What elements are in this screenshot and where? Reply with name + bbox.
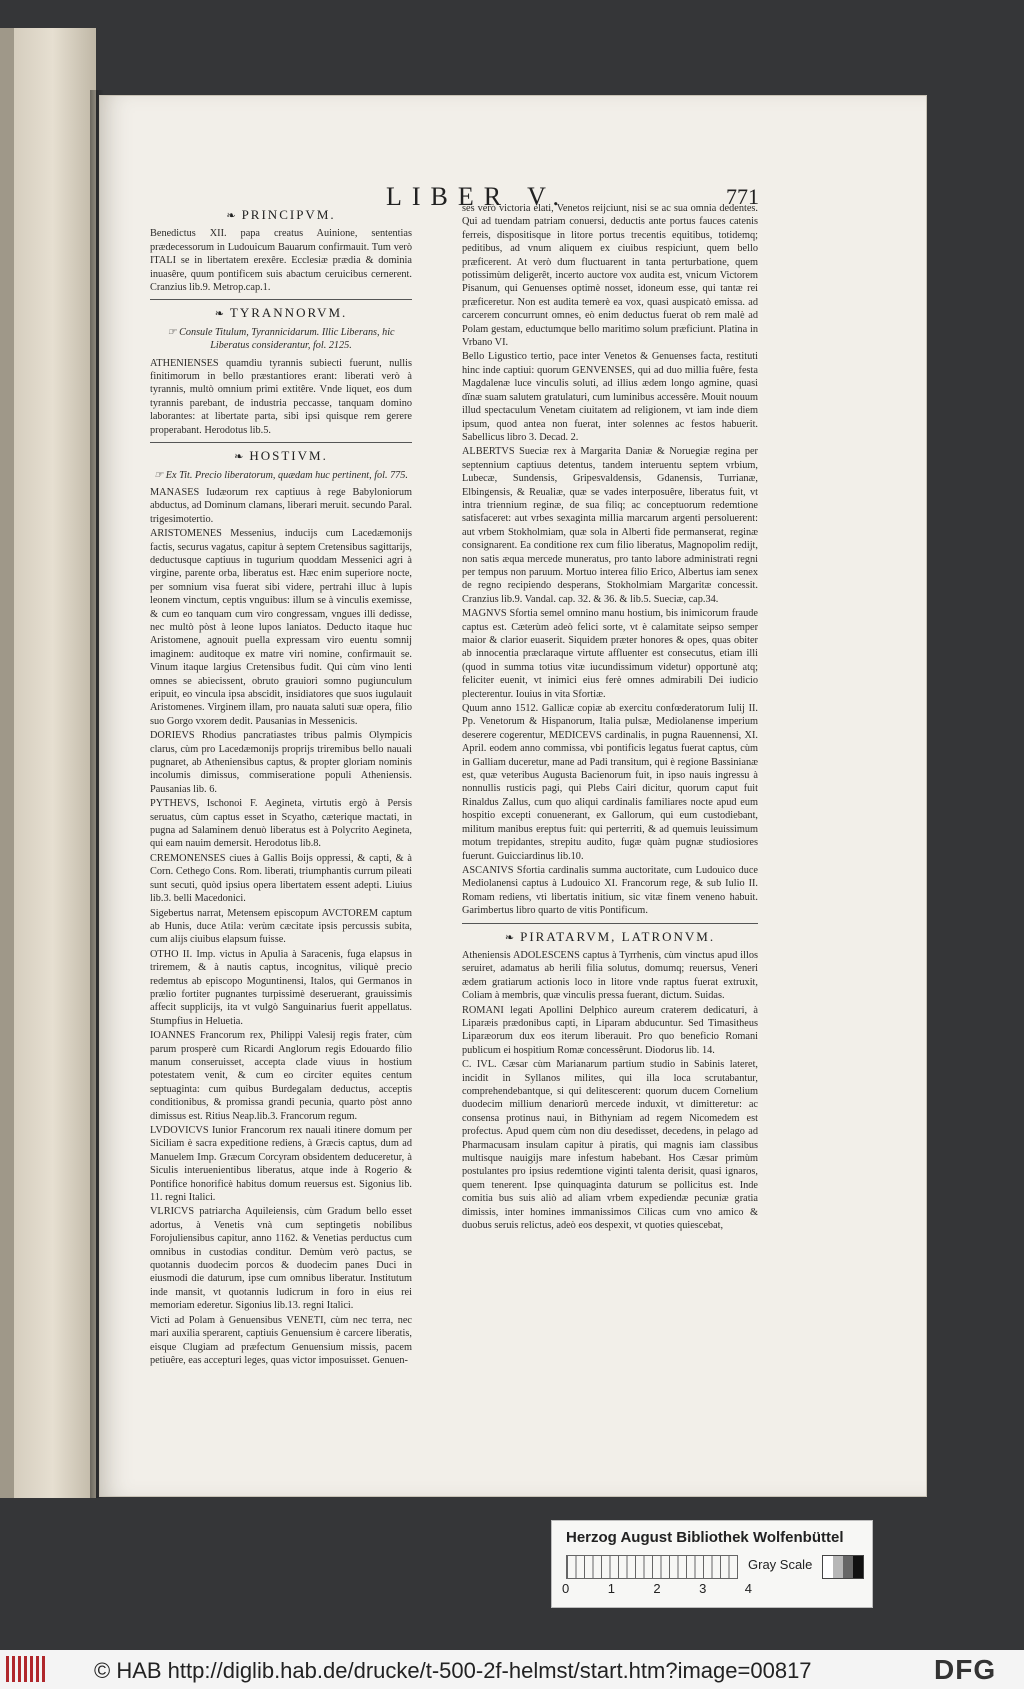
paragraph: OTHO II. Imp. victus in Apulia à Saracenis, fuga elapsus in triremem, & à nautis captus, incognitus, viliquè precio redemtus ab episcopo Moguntinensi, Italos, qui Germanos in prælio fortiter pugnantes turpissimè deseruerant, grauissimis affecit supplicijs, ita vt vulgò Sanguinarius fuerit appellatus. Stumpfius in Heluetia.	[150, 948, 412, 1027]
section-heading-text: HOSTIVM.	[249, 448, 328, 464]
paragraph: VLRICVS patriarcha Aquileiensis, cùm Gradum bello esset adortus, à Venetis vnà cum septingetis nobilibus Forojuliensibus capitur, anno 1162. & Venetias perductus cum omnibus in custodias conditur. Demùm verò pactus, se quotannis duodecim porcos & duodecim panes Duci in eiusmodi die daturum, ipse cum omnibus liberatur. Institutum inde mansit, vt quotannis ludicrum in foro in eius rei memoriam ederetur. Sigonius lib.13. regni Italici.	[150, 1206, 412, 1312]
cross-reference-note	[150, 469, 412, 482]
paragraph: ATHENIENSES quamdiu tyrannis subiecti fuerunt, nullis finitimorum in bello præstantiores erant: liberati verò à tyrannis, multò omnium primi extitêre. Vnde liquet, eos dum tyrannis parebant, de industria peccasse, tanquam domino laborantes: at libertate parta, sibi ipsi quisque rem gerere properabant. Herodotus lib.5.	[150, 357, 412, 436]
paragraph: PYTHEVS, Ischonoi F. Aegineta, virtutis ergò à Persis seruatus, cùm captus esset in Scyatho, cæterique mactati, in pugna ad Salaminem denuò liberatus est à Polycrito Aegineta, qui eam nauim demersit. Herodotus lib.8.	[150, 798, 412, 850]
paragraph: ASCANIVS Sfortia cardinalis summa auctoritate, cum Ludouico duce Mediolanensi captus à Ludouico XI. Francorum rege, & sub Iulio II. Romam rediens, vti libertatis initium, sic vitæ finem veneno habuit. Garimbertus libro quarto de vitis Pontificum.	[462, 864, 758, 917]
section-rule	[462, 923, 758, 924]
paragraph: ARISTOMENES Messenius, inducijs cum Lacedæmonijs factis, securus vagatus, capitur à septem Cretensibus sagittarijs, deductusque captiuus in tugurium quoddam Messenici agri à virgine, parente orba, liberatus est. Hæc enim superiore nocte, per somnium visa fuerat sibi videre, pertrahi illuc à lupis leonem vinctum, ceptis vnguibus: illum se à vinculis exemisse, & cum eo tanquam cum viro congressam, vngues illi dedisse, nec multò pòst à leone lupos laniatos. Deducto itaque huc Aristomene, agnouit puella expressam viro euentu somnij imaginem: auditoque ex matre viri nomine, confirmauit se. Vinum itaque largius Cretensibus fudit. Qui cùm vino lenti omnes se abiecissent, obruto grauiori somno pugiunculum eripuit, eo vincula ipsa abscidit, insidiatores que suos iugulauit Aristomenes. Virginem illam, pro nauata saluti suæ opera, filio suo Gorgo vxorem dedit. Pausanias in Messenicis.	[150, 528, 412, 727]
running-title: LIBER V.	[386, 182, 570, 211]
page-number: 771	[726, 184, 759, 209]
paragraph: MAGNVS Sfortia semel omnino manu hostium, bis inimicorum fraude captus est. Cæterùm adeò felici sorte, vt è calamitate seipso semper maior & clarior euaserit. Siquidem præter honores & opes, quas obiter ab innocentia præclaraque virtute affluenter est consecutus, etiam illi (quod in summa totius vitæ iucundissimum videtur) opportunè atq; feliciter euenit, vt inimici eius ferè omnes admirabili Dei iudicio plecterentur. Iouius in vita Sfortiæ.	[462, 608, 758, 700]
paragraph: DORIEVS Rhodius pancratiastes tribus palmis Olympicis clarus, cùm pro Lacedæmonijs proprijs triremibus bello nauali pugnaret, ab Atheniensibus captus, & propter gloriam nominis incolumis dimissus, commiseratione populi Atheniensis. Pausanias lib. 6.	[150, 730, 412, 795]
paragraph: Victi ad Polam à Genuensibus VENETI, cùm nec terra, nec mari auxilia sperarent, captiuis Genuensium è carcere liberatis, eisque Clugiam ad præfectum Genuensium missis, pacem petiuêre, eas accepturi leges, quas victor imposuisset. Genuen-	[150, 1314, 412, 1366]
pointing-hand-icon: ☞	[154, 469, 166, 481]
section-heading	[150, 449, 412, 464]
paragraph: LVDOVICVS Iunior Francorum rex nauali itinere domum per Siciliam è sacra expeditione rediens, à Græcis captus, dum ad Manuelem Imp. Græcum Corcyram obsidentem deduceretur, à Siculis interuenientibus liberatus, atque inde à Rogerio & Pontifice honorificè habitus domum reuersus est. Sigonius lib. 11. regni Italici.	[150, 1125, 412, 1204]
paragraph: C. IVL. Cæsar cùm Marianarum partium studio in Sabinis lateret, incidit in Syllanos milites, qui illa loca scrutabantur, comprehendebantque, si qui delitescerent: quorum ducem Cornelium duodecim millium denariorû mercede induxit, vt dimitteretur: ac consensa protinus naui, in Bithyniam ad regem Nicomedem est profectus. Apud quem cùm non diu desedisset, decedens, in pelago ad Pharmacusam insulam capitur à piratis, qui magnis iam classibus multisque nauigijs mare infestum habebant. Hos Cæsar primùm postulantes pro ipsius redemtione viginti talenta derisit, quasi ignaros, quem tenerent. Ipse quinquaginta daturum se pollicitus est. Inde comitia bus suis aliò ad aliam vrbem expediendæ pecuniæ gratia dimissis, inter homines immanissimos Cilicas cum vno amico & duobus seruis relictus, adeò eos despexit, vt quoties quiescebat,	[462, 1059, 758, 1232]
section-heading-text: TYRANNORVM.	[229, 305, 348, 321]
hab-logo-icon	[6, 1656, 46, 1682]
paragraph: Quum anno 1512. Gallicæ copiæ ab exercitu confœderatorum Iulij II. Pp. Venetorum & Hispanorum, Italia pulsæ, Mediolanense imperium deserere cogerentur, MEDICEVS cardinalis, in pugna Rauennensi, XI. April. eodem anno commissa, vbi pontificis legatus fuerat captus, cùm in Galliam duceretur, mane ad Padi transitum, qui è regione Bassinianæ est, quæ veteribus Augusta Bacienorum fuit, in ipso nauis ingressu à nonnullis rusticis pagi, qui Plebs Cairi dicitur, quorum caput fuit Rinaldus Zallus, cum quo aliqui cardinalis familiares nocte apud eum hospitio excepti conuenerant, ex Gallorum, qui eum custodiebant, militum manibus ereptus fuit: qui perterriti, & ad quemuis leuissimum motum trepidantes, strepitu audito, fugæ quàm pugnæ studiosiores fuerunt. Guicciardinus lib.10.	[462, 703, 758, 862]
ruler-number: 1	[607, 1581, 615, 1596]
copyright-url[interactable]: © HAB http://diglib.hab.de/drucke/t-500-2f-helmst/start.htm?image=00817	[94, 1658, 812, 1683]
section-heading	[150, 208, 412, 223]
cross-reference-text: Consule Titulum, Tyrannicidarum. Illic Liberans, hic Liberatus considerantur, fol. 2125.	[179, 326, 395, 352]
cross-reference-text: Ex Tit. Precio liberatorum, quædam huc pertinent, fol. 775.	[165, 469, 408, 481]
paragraph: MANASES Iudæorum rex captiuus à rege Babyloniorum abductus, ad Dominum clamans, liberari meruit. secundo Paral. trigesimotertio.	[150, 486, 412, 525]
library-scale-label	[551, 1520, 873, 1608]
paragraph: IOANNES Francorum rex, Philippi Valesij regis frater, cùm parum prosperè cum Ricardi Anglorum regis Edouardo filio manum conseruisset, accepta clade viuus in hostium potestatem venit, & cum eo circiter equites centum septuaginta: cum quibus Burdegalam deductus, acceptis conditionibus, & promissa grandi pecunia, quarto pòst anno dimissus est. Ritius Neap.lib.3. Francorum regum.	[150, 1030, 412, 1122]
ruler-numbers	[562, 1581, 752, 1596]
gray-scale-bar	[822, 1555, 864, 1579]
paragraph: Sigebertus narrat, Metensem episcopum AVCTOREM captum ab Hunis, duce Atila: verùm cæcitate ipsis percussis subita, cum alijs ciuibus elapsum fuisse.	[150, 907, 412, 946]
right-text-column	[462, 202, 758, 1233]
section-heading-text: PIRATARVM, LATRONVM.	[520, 928, 716, 944]
pointing-hand-icon: ☞	[167, 326, 180, 338]
paragraph: Bello Ligustico tertio, pace inter Venetos & Genuenses facta, restituti hinc inde captiui: quorum GENVENSES, qui ad duo millia fuêre, festa Magdalenæ luce vinculis soluti, ad illius ædem longo agmine, quasi dïnæ suam salutem gratulaturi, cum luminibus accessêre. Mouit nouum illud spectaculum Venetam ciuitatem ad religionem, vt iam inde diem ipsum, quod antea non fuerat, inter solennes ac festos habuerit. Sabellicus libro 3. Decad. 2.	[462, 351, 758, 443]
paragraph: Atheniensis ADOLESCENS captus à Tyrrhenis, cùm vinctus apud illos seruiret, adamatus ab herili filia solutus, domumq; reuersus, Veneri ædem gratiarum actionis loco in litore vnde raptus fuerat extruxit, Coliam à membris, quæ vinculis pressa fuerant, dictum. Suidas.	[462, 949, 758, 1002]
section-rule	[150, 442, 412, 443]
library-name: Herzog August Bibliothek Wolfenbüttel	[566, 1529, 844, 1546]
section-heading-text: PRINCIPVM.	[241, 207, 336, 222]
ruler-number: 0	[562, 1581, 570, 1596]
centimeter-ruler	[566, 1555, 738, 1579]
paragraph: ALBERTVS Sueciæ rex à Margarita Daniæ & Noruegiæ regina per septennium captiuus detentus, tandem interuentu septem vrbium, Lubecæ, Sundensis, Gripesvaldensis, Gdanensis, Turrianæ, Elbingensis, & Reualiæ, quæ se vades interposuêre, liberatus fuit, vt intra triennium reginæ, de sua filiq; ac conceptuorum redemtione satisfaceret: aut vrbes sexaginta millia marcarum argenti persoluerent: aut vrbem Stokholmiam, quæ sola in Alberti fide permanserat, reginæ consignarent. Ea conditione rex cum filio liberatus, Magnopolim redijt, non satis æqua mercede muneratus, pro tanto labore administrati regni per tempus non paruum. Mortuo interea filio Erico, Albertus iam senex de regno recipiendo desperans, Stokholmiam Margaritæ concessit. Cranzius lib.9. Vandal. cap. 32. & 36. & lib.5. Sueciæ, cap.34.	[462, 446, 758, 605]
gray-scale-label: Gray Scale	[748, 1557, 813, 1572]
section-heading	[462, 930, 758, 945]
fleuron-icon: ❧	[214, 308, 226, 321]
ruler-number: 3	[699, 1581, 707, 1596]
paragraph: Benedictus XII. papa creatus Auinione, sententias prædecessorum in Ludouicum Bauarum confirmauit. Tum verò ITALI se in libertatem erexêre. Ecclesiæ prædia & dominia inuasêre, quum pontificem suis abactum ceruicibus cernerent. Cranzius lib.9. Metrop.cap.1.	[150, 228, 412, 294]
fleuron-icon: ❧	[226, 210, 238, 222]
fleuron-icon: ❧	[234, 451, 246, 464]
left-text-column	[150, 202, 412, 1368]
ruler-number: 4	[744, 1581, 752, 1596]
paragraph: ROMANI legati Apollini Delphico aureum craterem dedicaturi, à Liparæis prædonibus capti, in Liparam abducuntur. Sed Timasitheus Liparæorum dux eos iterum liberauit. Pro quo beneficio Romani publicum ei hospitium Romæ concessêrunt. Diodorus lib. 14.	[462, 1004, 758, 1056]
footer-bar	[0, 1650, 1024, 1689]
page-binding-strip	[0, 28, 14, 1498]
adjacent-page-edge	[0, 28, 96, 1498]
paragraph: CREMONENSES ciues à Gallis Boijs oppressi, & capti, & à Corn. Cethego Cons. Rom. liberati, triumphantis currum pileati sunt secuti, quòd ipsius opera libertatem essent adepti. Liuius lib.3. belli Macedonici.	[150, 852, 412, 905]
paragraph: ses verò victoria elati, Venetos reijciunt, nisi se ac sua omnia dedentes. Qui ad tuendam patriam conuersi, deductis ante portus fauces catenis ferreis, dispositisque in litore portus trecentis equitibus, totidemq; peditibus, ad vnum aliquem ex ciuibus respiciunt, quem bello præficerent. At verò dum fluctuarent in tanta perturbatione, quem potissimùm deligerêt, incerto auctore vox audita est, vnicum Victorem Pisanum, qui Genuenses optimè nosset, idoneum esse, qui tantæ rei præficeretur. Non est audita temerè ea vox, quasi auspicatò emissa. ad carcerem concurrunt omnes, eò enim deductus fuerat ob rem malè ad Polam gestam, eductumque bello maritimo solum præficiunt. Platina in Vrbano VI.	[462, 203, 758, 349]
dfg-logo: DFG	[934, 1654, 997, 1685]
section-heading	[150, 306, 412, 321]
section-rule	[150, 299, 412, 300]
fleuron-icon: ❧	[504, 931, 517, 944]
ruler-number: 2	[653, 1581, 661, 1596]
cross-reference-note	[150, 326, 412, 353]
